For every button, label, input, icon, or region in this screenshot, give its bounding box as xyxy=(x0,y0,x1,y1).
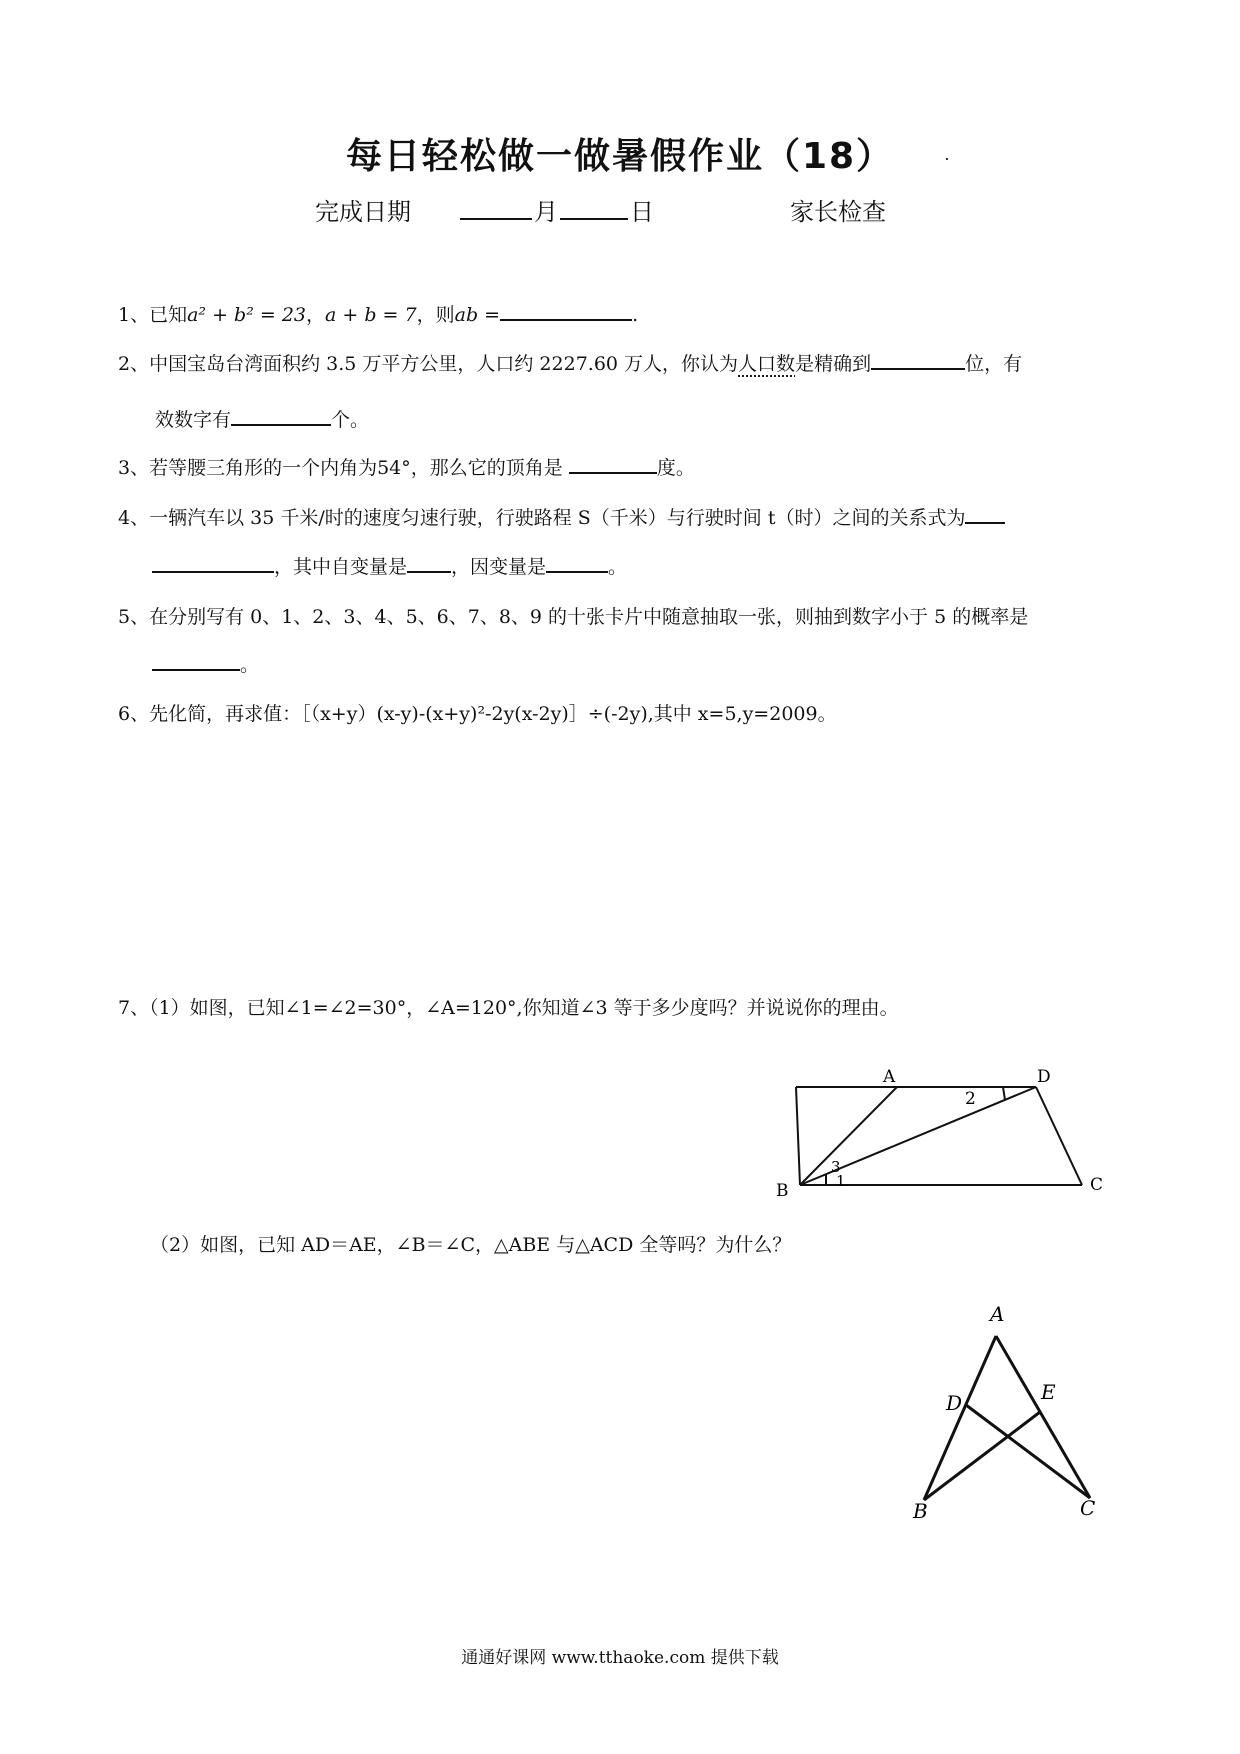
q4-number: 4、 xyxy=(118,507,150,529)
fig1-label-C: C xyxy=(1090,1175,1104,1195)
q4-text-d: 。 xyxy=(608,556,628,578)
fig2-label-C: C xyxy=(1080,1496,1096,1520)
q2-text-a: 中国宝岛台湾面积约 3.5 万平方公里，人口约 2227.60 万人，你认为 xyxy=(149,353,739,375)
parent-check-label: 家长检查 xyxy=(790,198,886,226)
q5-number: 5、 xyxy=(118,606,150,628)
footer-note: 通通好课网 www.tthaoke.com 提供下载 xyxy=(461,1648,779,1668)
segment-BE xyxy=(924,1412,1040,1500)
q2-text-e: 个。 xyxy=(331,409,370,431)
fig1-label-D: D xyxy=(1037,1067,1051,1087)
segment-AB xyxy=(796,1087,800,1185)
segment-AC2 xyxy=(996,1336,1090,1498)
fig1-angle-2: 2 xyxy=(965,1089,976,1109)
q1-number: 1、 xyxy=(118,304,150,326)
q6-number: 6、 xyxy=(118,703,150,725)
q1-expr1: a² + b² = 23 xyxy=(187,304,307,326)
q6-text: 先化简，再求值：［（x+y）(x-y)-(x+y)²-2y(x-2y)］÷(-2y),其中 x=5,y=2009。 xyxy=(149,703,837,725)
fig2-label-E: E xyxy=(1041,1380,1056,1404)
q2-text-d: 效数字有 xyxy=(155,409,232,431)
q1-text-b: ，则 xyxy=(416,304,455,326)
segment-DC xyxy=(1036,1087,1082,1185)
q1-comma: ， xyxy=(306,304,326,326)
fig1-label-A: A xyxy=(883,1067,896,1087)
q7-part2-text: （2）如图，已知 AD＝AE，∠B＝∠C，△ABE 与△ACD 全等吗？为什么？ xyxy=(150,1234,792,1256)
fig1-label-B: B xyxy=(776,1181,789,1201)
segment-BA xyxy=(800,1087,897,1185)
q3-text-b: 度。 xyxy=(656,457,695,479)
q1-expr2: a + b = 7 xyxy=(325,304,417,326)
fig2-label-B: B xyxy=(913,1499,928,1523)
fig1-angle-3: 3 xyxy=(831,1158,841,1176)
q5-text-a: 在分别写有 0、1、2、3、4、5、6、7、8、9 的十张卡片中随意抽取一张，则抽到数字小于 5 的概率是 xyxy=(149,606,1029,628)
angle-2-mark xyxy=(1003,1087,1005,1100)
q2-text-c: 位，有 xyxy=(965,353,1023,375)
q7-number: 7、 xyxy=(118,997,150,1019)
q2-text-b: 是精确到 xyxy=(795,353,872,375)
q5-text-b: 。 xyxy=(240,654,260,676)
q4-text-c: ，因变量是 xyxy=(451,556,547,578)
question-7-part2 xyxy=(150,1231,791,1259)
segment-CD xyxy=(966,1405,1090,1498)
q3-text-a: 若等腰三角形的一个内角为54°，那么它的顶角是 xyxy=(149,457,563,479)
day-label: 日 xyxy=(630,198,654,226)
fig2-label-A: A xyxy=(990,1302,1005,1326)
q1-end: . xyxy=(632,304,639,326)
month-label: 月 xyxy=(534,198,558,226)
fig1-angle-1: 1 xyxy=(836,1172,846,1190)
figure-triangles xyxy=(924,1336,1090,1500)
q2-number: 2、 xyxy=(118,353,150,375)
q2-emphasis: 人口数 xyxy=(738,353,796,375)
q1-expr3: ab = xyxy=(454,304,501,326)
q4-text-b: ，其中自变量是 xyxy=(274,556,408,578)
q1-text: 已知 xyxy=(149,304,188,326)
q4-text-a: 一辆汽车以 35 千米/时的速度匀速行驶，行驶路程 S（千米）与行驶时间 t（时）之间的关系式为 xyxy=(149,507,966,529)
q3-number: 3、 xyxy=(118,457,150,479)
page-title: 每日轻松做一做暑假作业（18） xyxy=(345,136,895,177)
q7-part1-text: （1）如图，已知∠1=∠2=30°，∠A=120°,你知道∠3 等于多少度吗？并说说你的理由。 xyxy=(149,997,899,1019)
fig2-label-D: D xyxy=(946,1391,963,1415)
date-label: 完成日期 xyxy=(315,198,411,226)
